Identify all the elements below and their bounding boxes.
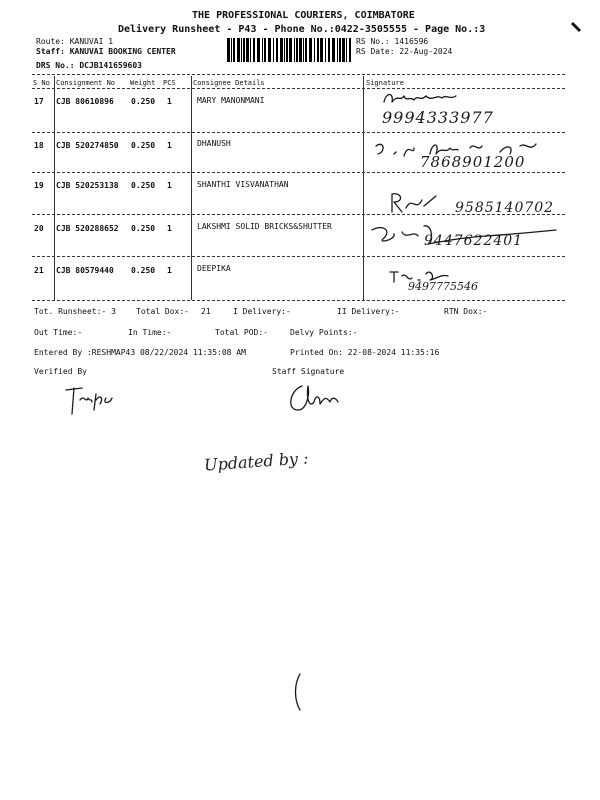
barcode-bar (231, 38, 232, 62)
col-header-signature: Signature (366, 79, 404, 87)
row-consignee: SHANTHI VISVANATHAN (197, 180, 289, 189)
row-weight: 0.250 (131, 224, 156, 233)
table-bottom-rule (32, 300, 565, 301)
barcode-bar (243, 38, 245, 62)
recipient-signature (388, 190, 448, 216)
total-pod: Total POD:- (215, 328, 268, 337)
signature-phone: 9585140702 (455, 200, 555, 216)
barcode-bar (299, 38, 302, 62)
col-divider (54, 76, 55, 300)
barcode (227, 38, 353, 64)
row-sno: 19 (34, 181, 44, 190)
barcode-bar (284, 38, 285, 62)
row-pcs: 1 (167, 97, 172, 106)
row-consignment: CJB 520253138 (56, 181, 119, 190)
barcode-bar (305, 38, 307, 62)
barcode-bar (253, 38, 255, 62)
barcode-bar (289, 38, 292, 62)
barcode-bar (286, 38, 288, 62)
col-header-pcs: PCS (163, 79, 176, 87)
signature-phone: 9497775546 (408, 280, 478, 293)
row-pcs: 1 (167, 224, 172, 233)
barcode-bar (303, 38, 304, 62)
barcode-bar (296, 38, 298, 62)
out-time: Out Time:- (34, 328, 83, 337)
row-sno: 17 (34, 97, 44, 106)
i-delivery: I Delivery:- (233, 307, 291, 316)
col-divider (363, 76, 364, 300)
barcode-bar (273, 38, 274, 62)
barcode-bar (328, 38, 330, 62)
row-weight: 0.250 (131, 181, 156, 190)
row-weight: 0.250 (131, 141, 156, 150)
barcode-bar (280, 38, 283, 62)
barcode-bar (339, 38, 341, 62)
col-divider (191, 76, 192, 300)
row-sno: 20 (34, 224, 44, 233)
barcode-bar (309, 38, 312, 62)
barcode-bar (342, 38, 345, 62)
row-consignee: DHANUSH (197, 139, 231, 148)
barcode-bar (314, 38, 315, 62)
signature-phone: 7868901200 (420, 153, 526, 171)
staff-signature (280, 376, 360, 418)
barcode-bar (257, 38, 260, 62)
barcode-bar (264, 38, 266, 62)
barcode-bar (332, 38, 335, 62)
company-name: THE PROFESSIONAL COURIERS, COIMBATORE (192, 10, 415, 21)
verifier-signature (62, 380, 122, 420)
row-consignment: CJB 80579440 (56, 266, 114, 275)
header-rule (32, 88, 565, 89)
barcode-bar (337, 38, 338, 62)
stray-pen-mark (292, 672, 306, 712)
row-consignee: DEEPIKA (197, 264, 231, 273)
total-runsheet: Tot. Runsheet:- 3 (34, 307, 116, 316)
row-weight: 0.250 (131, 266, 156, 275)
verified-by-label: Verified By (34, 367, 87, 376)
staff-label: Staff: KANUVAI BOOKING CENTER (36, 47, 176, 56)
row-consignee: LAKSHMI SOLID BRICKS&SHUTTER (197, 222, 332, 231)
col-header-sno: S No (33, 79, 50, 87)
barcode-bar (320, 38, 323, 62)
row-pcs: 1 (167, 141, 172, 150)
row-consignment: CJB 520274850 (56, 141, 119, 150)
barcode-bar (346, 38, 347, 62)
table-top-rule (32, 74, 565, 75)
row-pcs: 1 (167, 181, 172, 190)
barcode-bar (276, 38, 278, 62)
col-header-weight: Weight (130, 79, 156, 87)
route-label: Route: KANUVAI 1 (36, 37, 114, 46)
drs-number: DRS No.: DCJB141659603 (36, 61, 142, 70)
barcode-bar (294, 38, 295, 62)
barcode-bar (233, 38, 235, 62)
total-dox-label: Total Dox:- (136, 307, 189, 316)
row-sno: 18 (34, 141, 44, 150)
row-rule (32, 132, 565, 133)
barcode-bar (262, 38, 263, 62)
total-dox-value: 21 (201, 307, 211, 316)
row-weight: 0.250 (131, 97, 156, 106)
printed-on: Printed On: 22-08-2024 11:35:16 (290, 348, 440, 357)
rtn-dox: RTN Dox:- (444, 307, 488, 316)
barcode-bar (317, 38, 319, 62)
entered-by: Entered By :RESHMAP43 08/22/2024 11:35:08 AM (34, 348, 246, 357)
col-header-consignee: Consignee Details (193, 79, 265, 87)
signature-phone: 9994333977 (382, 108, 494, 127)
row-consignee: MARY MANONMANI (197, 96, 265, 105)
barcode-bar (250, 38, 251, 62)
barcode-bar (227, 38, 230, 62)
barcode-bar (268, 38, 271, 62)
delvy-points: Delvy Points:- (290, 328, 358, 337)
col-header-consignment: Consignment No (56, 79, 116, 87)
recipient-signature (380, 88, 470, 110)
row-consignment: CJB 80610896 (56, 97, 114, 106)
row-rule (32, 172, 565, 173)
row-pcs: 1 (167, 266, 172, 275)
barcode-bar (237, 38, 240, 62)
barcode-bar (241, 38, 242, 62)
rs-number: RS No.: 1416596 (356, 37, 429, 46)
row-sno: 21 (34, 266, 44, 275)
barcode-bar (349, 38, 351, 62)
barcode-bar (325, 38, 326, 62)
ii-delivery: II Delivery:- (337, 307, 400, 316)
runsheet-subtitle: Delivery Runsheet - P43 - Phone No.:0422-3505555 - Page No.:3 (118, 24, 486, 35)
barcode-bar (246, 38, 249, 62)
row-consignment: CJB 520288652 (56, 224, 119, 233)
updated-by-handwriting: Updated by : (203, 448, 310, 475)
corner-mark (570, 20, 584, 36)
rs-date: RS Date: 22-Aug-2024 (356, 47, 453, 56)
in-time: In Time:- (128, 328, 172, 337)
staff-signature-label: Staff Signature (272, 367, 345, 376)
signature-phone: 9447622401 (424, 233, 524, 249)
